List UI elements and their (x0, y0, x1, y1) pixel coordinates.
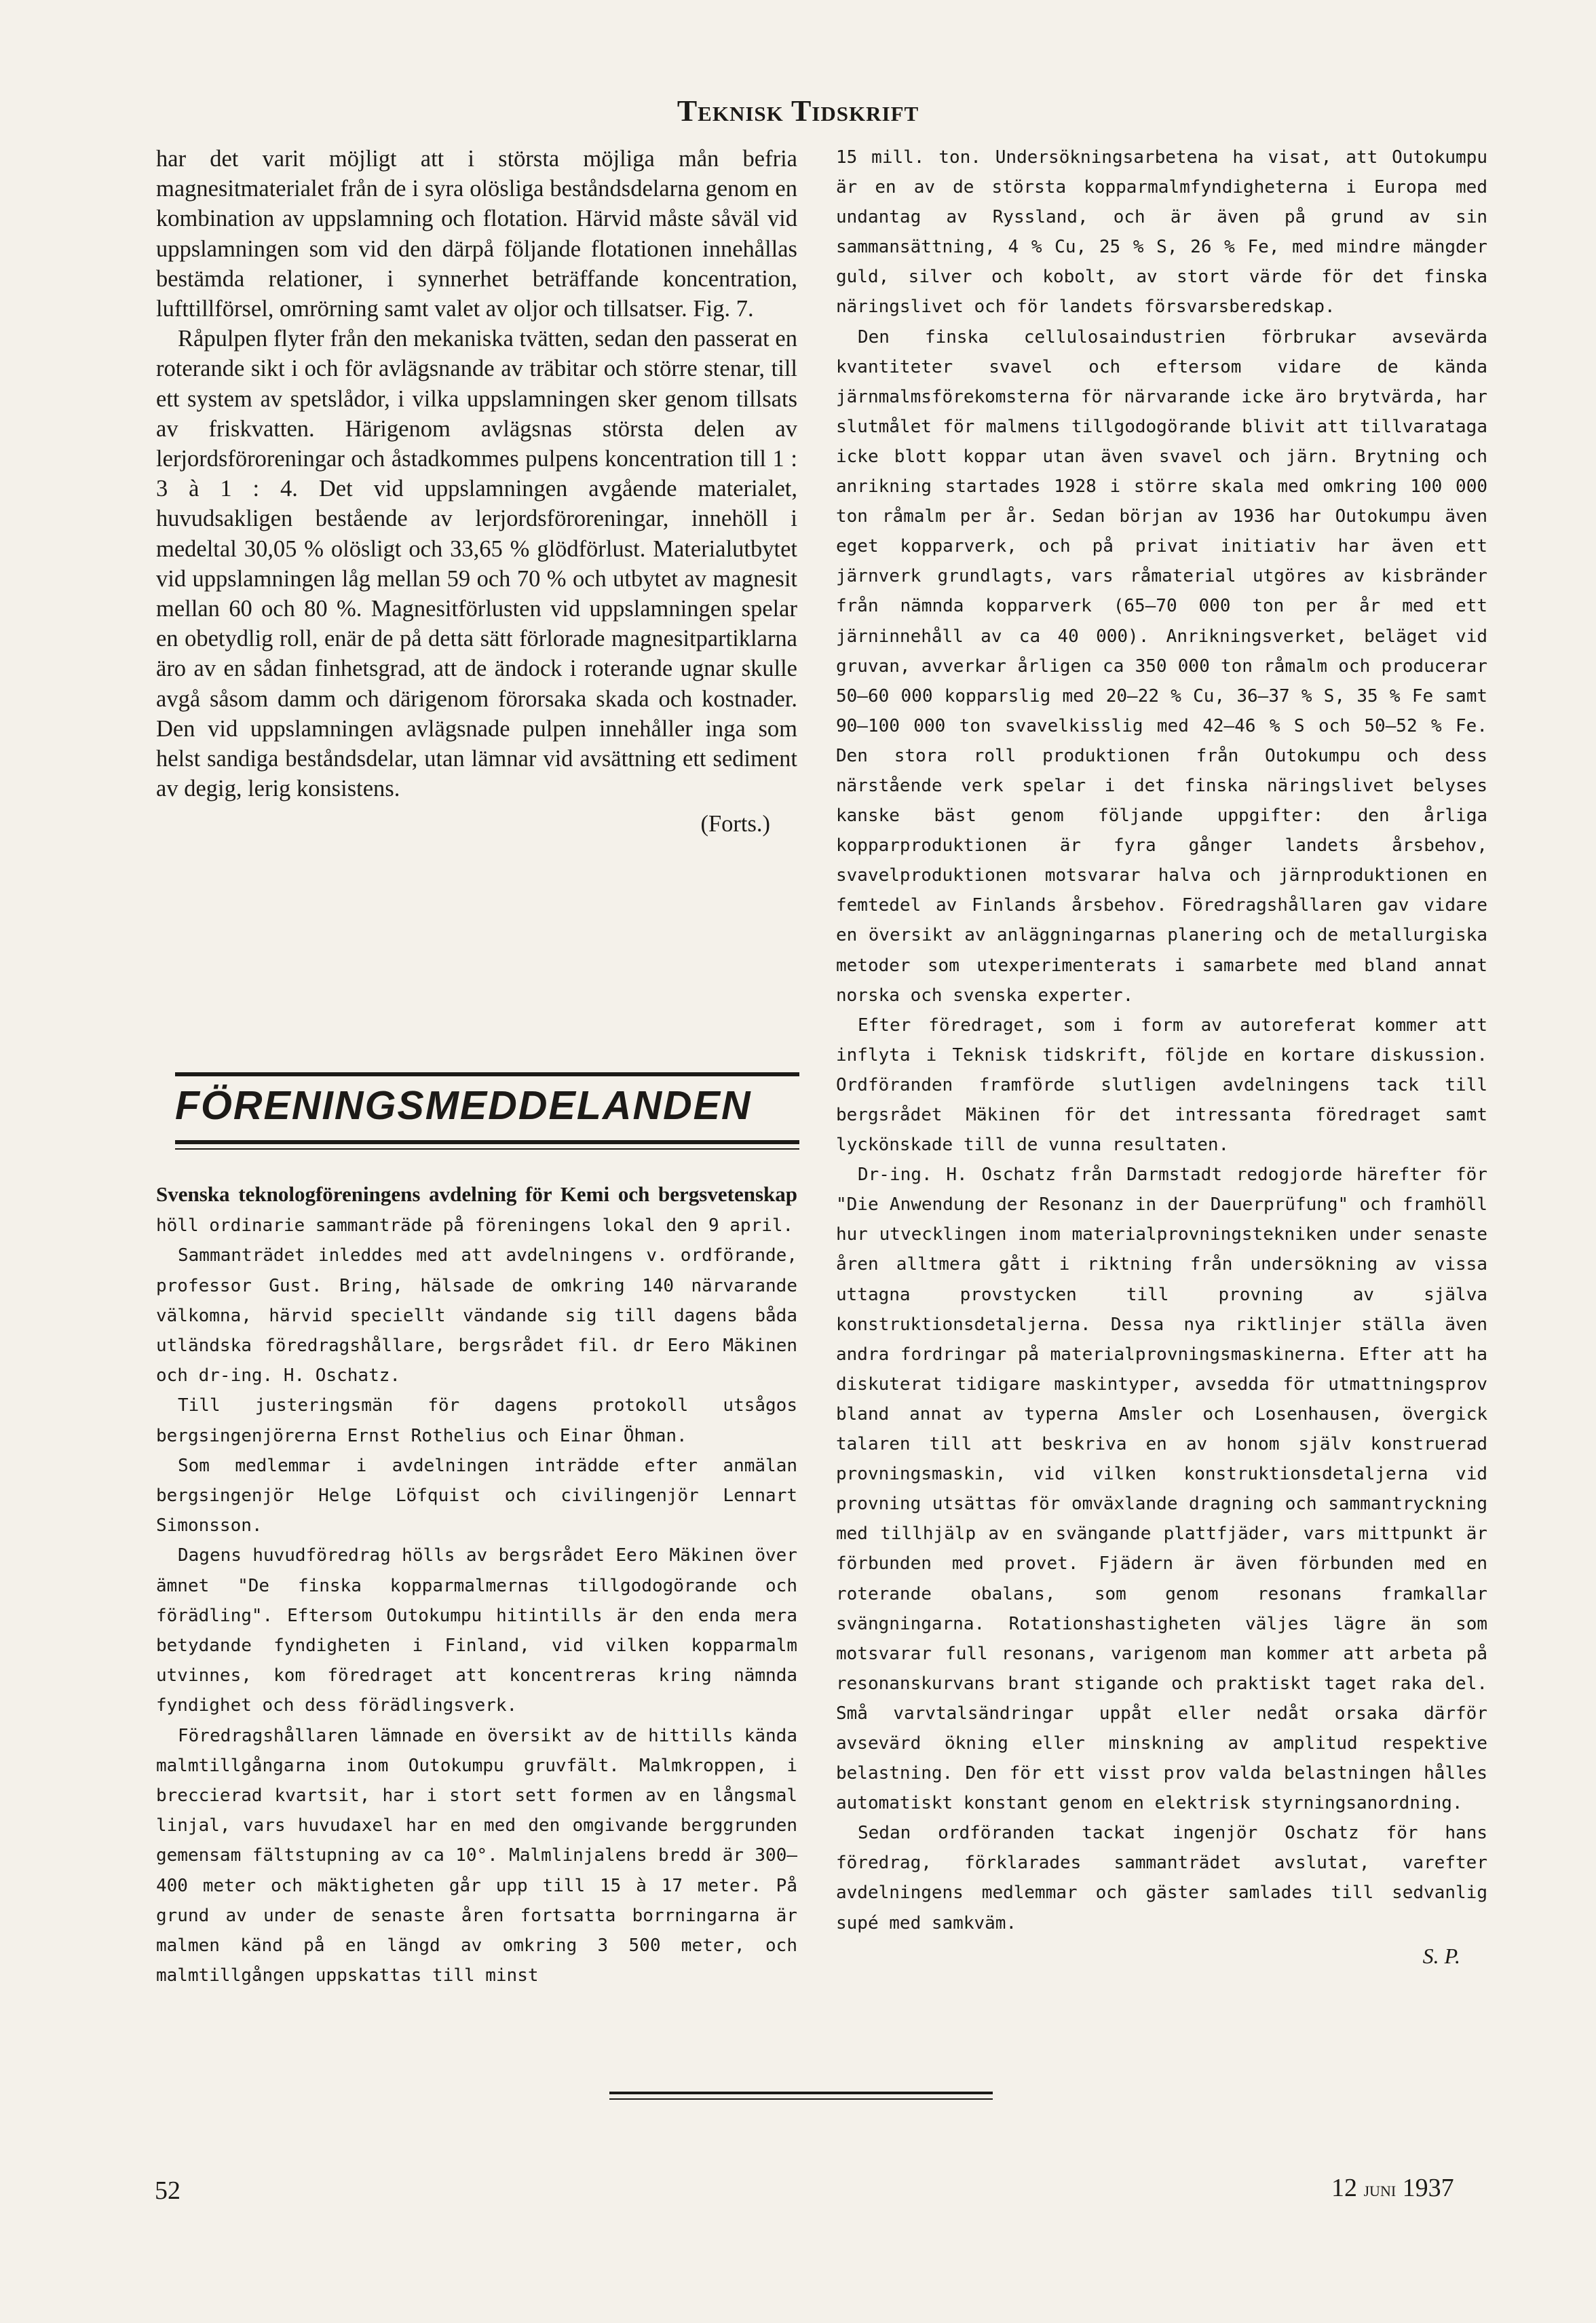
end-rule-thin (609, 2098, 993, 2100)
issue-date-day: 12 (1331, 2174, 1357, 2202)
section-paragraph: Till justeringsmän för dagens protokoll utsågos bergsingenjörerna Ernst Rothelius och Einar Öhman. (156, 1395, 797, 1446)
continued-marker: (Forts.) (700, 811, 770, 837)
section-rule-top (175, 1072, 799, 1076)
article-paragraph: Råpulpen flyter från den mekaniska tvätten, sedan den passerat en roterande sikt i och för avlägsnande av träbitar och större stenar, till ett system av spetslådor, i vilka uppslamningen sker genom tillsats av friskvatten. Härigenom avlägsnas största delen av lerjordsföroreningar och åstadkommes pulpens koncentration till 1 : 3 à 1 : 4. Det vid uppslamningen avgående materialet, huvudsakligen bestående av lerjordsföroreningar, innehöll i medeltal 30,05 % olösligt och 33,65 % glödförlust. Materialutbytet vid uppslamningen låg mellan 59 och 70 % och utbytet av magnesit mellan 60 och 80 %. Magnesitförlusten vid uppslamningen spelar en obetydlig roll, enär de på detta sätt förlorade magnesitpartiklarna äro av en sådan finhetsgrad, att de ändock i roterande ugnar skulle avgå såsom damm och därigenom förorsaka skada och kostnader. Den vid uppslamningen avlägsnade pulpen innehåller inga som helst sandiga beståndsdelar, utan lämnar vid avsättning ett sediment av degig, lerig konsistens. (156, 326, 797, 802)
article-continuation (156, 144, 797, 839)
journal-header: Teknisk Tidskrift (677, 94, 919, 128)
section-lead-bold: Svenska teknologföreningens avdelning för Kemi och bergsvetenskap (156, 1182, 797, 1206)
section-lead-rest: höll ordinarie sammanträde på föreningens lokal den 9 april. (156, 1215, 794, 1236)
section-lead (156, 1179, 797, 1241)
section-paragraph: Dr-ing. H. Oschatz från Darmstadt redogjorde härefter för "Die Anwendung der Resonanz in der Dauerprüfung" och framhöll hur utvecklingen inom materialprovningstekniken under senaste åren alltmera gått i riktning från undersökning av vissa uttagna provstycken till provning av själva konstruktionsdetaljerna. Dessa nya riktlinjer ställa även andra fordringar på materialprovningsmaskinerna. Efter att ha diskuterat tidigare maskintyper, avsedda för utmattningsprov bland annat av typerna Amsler och Losenhausen, övergick talaren till att beskriva en av honom själv konstruerad provningsmaskin, vid vilken konstruktionsdetaljerna vid provning utsättas för omväxlande dragning och sammantryckning med tillhjälp av en svängande plattfjäder, vars mittpunkt är förbunden med provet. Fjädern är även förbunden med en roterande obalans, som genom resonans framkallar svängningarna. Rotationshastigheten väljes lägre än som motsvarar full resonans, varigenom man kommer att arbeta på resonanskurvans brant stigande och praktiskt taget raka del. Små varvtalsändringar uppåt eller nedåt orsaka därför avsevärd ökning eller minskning av amplitud respektive belastning. Den för ett visst prov valda belastningen hålles automatiskt konstant genom en elektrisk styrningsanordning. (836, 1165, 1487, 1814)
section-title: FÖRENINGSMEDDELANDEN (175, 1083, 752, 1128)
section-paragraph: Dagens huvudföredrag hölls av bergsrådet Eero Mäkinen över ämnet "De finska kopparmalmernas tillgodogörande och förädling". Eftersom Outokumpu hitintills är den enda mera betydande fyndigheten i Finland, vid vilken kopparmalm utvinnes, kom föredraget att koncentreras kring nämnda fyndighet och dess förädlingsverk. (156, 1545, 797, 1716)
section-paragraph: Som medlemmar i avdelningen inträdde efter anmälan bergsingenjör Helge Löfquist och civilingenjör Lennart Simonsson. (156, 1455, 797, 1536)
section-rule-bottom-thin (175, 1148, 799, 1150)
section-paragraph: Efter föredraget, som i form av autoreferat kommer att inflyta i Teknisk tidskrift, följde en kortare diskussion. Ordföranden framförde slutligen avdelningens tack till bergsrådet Mäkinen för det intressanta föredraget samt lyckönskade till de vunna resultaten. (836, 1015, 1487, 1156)
section-paragraph: Sedan ordföranden tackat ingenjör Oschatz för hans föredrag, förklarades sammanträdet avslutat, varefter avdelningens medlemmar och gäster samlades till sedvanlig supé med samkväm. (836, 1823, 1487, 1933)
issue-date (1331, 2173, 1454, 2203)
section-paragraph: Den finska cellulosaindustrien förbrukar avsevärda kvantiteter svavel och eftersom vidare de kända järnmalmsförekomsterna för närvarande icke äro brytvärda, har slutmålet för malmens tillgodogörande blivit att tillvarataga icke blott koppar utan även svavel och järn. Brytning och anrikning startades 1928 i större skala med omkring 100 000 ton råmalm per år. Sedan början av 1936 har Outokumpu även eget kopparverk, och på privat initiativ har även ett järnverk grundlagts, vars råmaterial utgöres av kisbränder från nämnda kopparverk (65—70 000 ton per år med ett järninnehåll av ca 40 000). Anrikningsverket, beläget vid gruvan, avverkar årligen ca 350 000 ton råmalm och producerar 50—60 000 kopparslig med 20—22 % Cu, 36—37 % S, 35 % Fe samt 90—100 000 ton svavelkisslig med 42—46 % S och 50—52 % Fe. Den stora roll produktionen från Outokumpu och dess närstående verk spelar i det finska näringslivet belyses kanske bäst genom följande uppgifter: den årliga kopparproduktionen är fyra gånger landets årsbehov, svavelproduktionen motsvarar halva och järnproduktionen en femtedel av Finlands årsbehov. Föredragshållaren gav vidare en översikt av anläggningarnas planering och de metallurgiska metoder som utexperimenterats i samarbete med bland annat norska och svenska experter. (836, 326, 1487, 1006)
section-right-column (836, 143, 1487, 1971)
article-paragraph: har det varit möjligt att i största möjliga mån befria magnesitmaterialet från de i syra olösliga beståndsdelarna genom en kombination av uppslamning och flotation. Härvid måste såväl vid uppslamningen som vid den därpå följande flotationen innehållas bestämda relationer, i synnerhet beträffande koncentration, lufttillförsel, omrörning samt valet av oljor och tillsatser. Fig. 7. (156, 146, 797, 322)
section-left-column (156, 1179, 797, 1990)
section-rule-bottom (175, 1140, 799, 1144)
signature: S. P. (1422, 1943, 1460, 1968)
section-paragraph: Sammanträdet inleddes med att avdelningens v. ordförande, professor Gust. Bring, hälsade de omkring 140 närvarande välkomna, härvid speciellt vändande sig till dagens båda utländska föredragshållare, bergsrådet fil. dr Eero Mäkinen och dr-ing. H. Oschatz. (156, 1245, 797, 1386)
end-rule (609, 2092, 993, 2094)
issue-date-year: 1937 (1402, 2174, 1454, 2202)
page-number: 52 (155, 2176, 180, 2205)
section-paragraph: Föredragshållaren lämnade en översikt av de hittills kända malmtillgångarna inom Outokumpu gruvfält. Malmkroppen, i breccierad kvartsit, har i stort sett formen av en långsmal linjal, vars huvudaxel har en med den omgivande berggrunden gemensam fältstupning av ca 10°. Malmlinjalens bredd är 300—400 meter och mäktigheten går upp till 15 à 17 meter. På grund av under de senaste åren fortsatta borrningarna är malmen känd på en längd av omkring 3 500 meter, och malmtillgången uppskattas till minst (156, 1725, 797, 1986)
issue-date-month: juni (1363, 2176, 1396, 2201)
section-paragraph: 15 mill. ton. Undersökningsarbetena ha visat, att Outokumpu är en av de största kopparmalmfyndigheterna i Europa med undantag av Ryssland, och är även på grund av sin sammansättning, 4 % Cu, 25 % S, 26 % Fe, med mindre mängder guld, silver och kobolt, av stort värde för det finska näringslivet och för landets försvarsberedskap. (836, 147, 1487, 318)
